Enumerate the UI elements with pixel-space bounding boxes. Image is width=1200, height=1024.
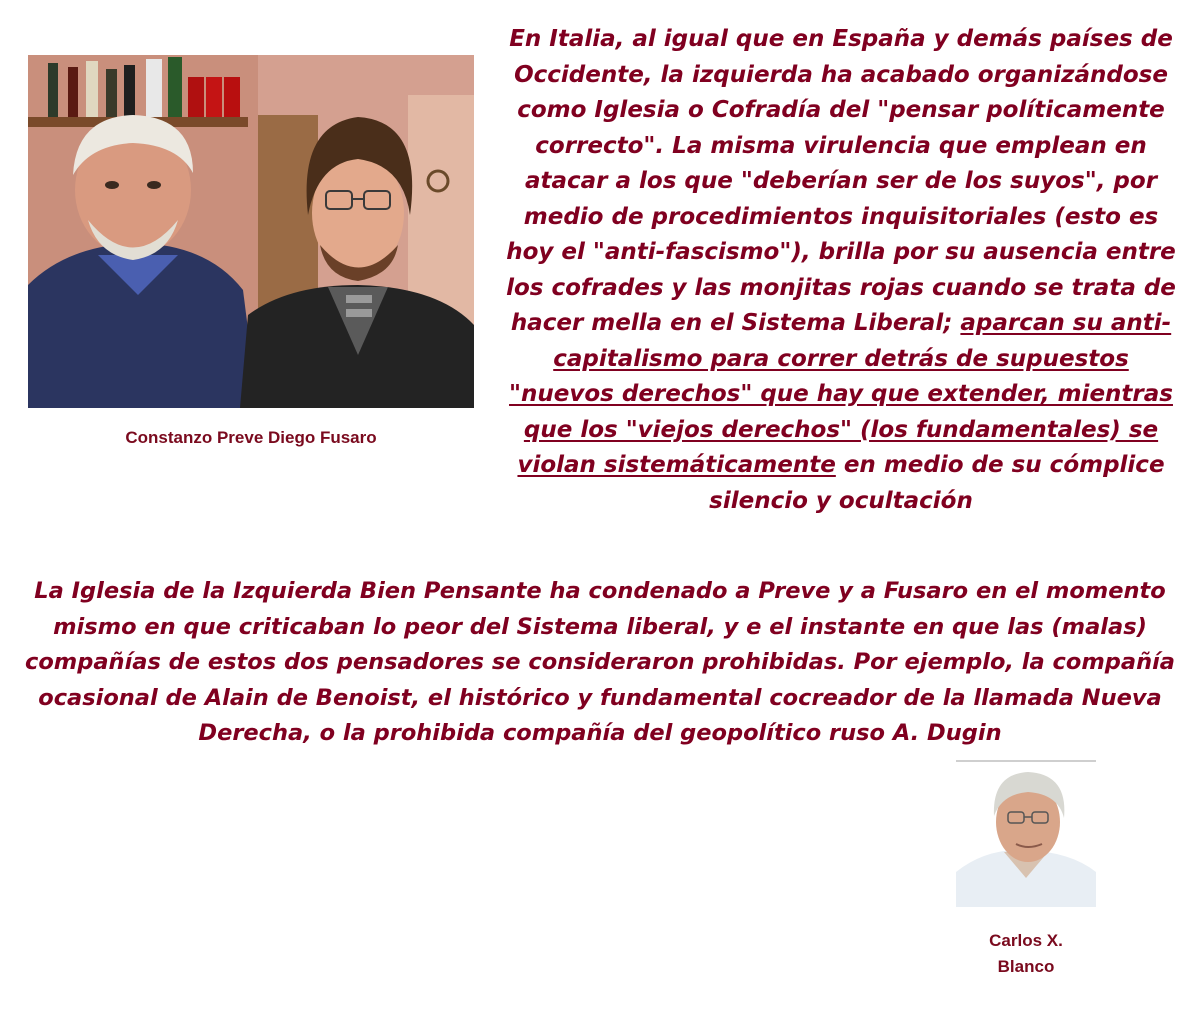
photo-preve-fusaro xyxy=(28,55,474,408)
author-first-line: Carlos X. xyxy=(989,931,1063,950)
top-quote-tail: en medio de su cómplice silencio y ocultación xyxy=(709,452,1165,514)
author-second-line: Blanco xyxy=(997,957,1055,976)
bottom-quote: La Iglesia de la Izquierda Bien Pensante ha condenado a Preve y a Fusaro en el momento mismo en que criticaban lo peor del Sistema liberal, y e el instante en que las (malas) compañías de estos dos pensadores se consideraron prohibidas. Por ejemplo, la compañía ocasional de Alain de Benoist, el histórico y fundamental cocreador de la llamada Nueva Derecha, o la prohibida compañía del geopolítico ruso A. Dugin xyxy=(25,578,1175,746)
author-photo xyxy=(956,760,1096,907)
top-quote xyxy=(500,22,1182,519)
top-quote-underlined: aparcan su anti-capitalismo para correr detrás de supuestos "nuevos derechos" que hay que extender, mientras que los "viejos derechos" (los fundamentales) se violan sistemáticamente xyxy=(509,310,1173,478)
top-quote-lead: En Italia, al igual que en España y demás países de Occidente, la izquierda ha acabado organizándose como Iglesia o Cofradía del "pensar políticamente correcto". La misma virulencia que emplean en atacar a los que "deberían ser de los suyos", por medio de procedimientos inquisitoriales (esto es hoy el "anti-fascismo"), brilla por su ausencia entre los cofrades y las monjitas rojas cuando se trata de hacer mella en el Sistema Liberal; xyxy=(506,26,1176,336)
photo-caption: Constanzo Preve Diego Fusaro xyxy=(125,428,377,447)
author-caption xyxy=(956,928,1096,980)
